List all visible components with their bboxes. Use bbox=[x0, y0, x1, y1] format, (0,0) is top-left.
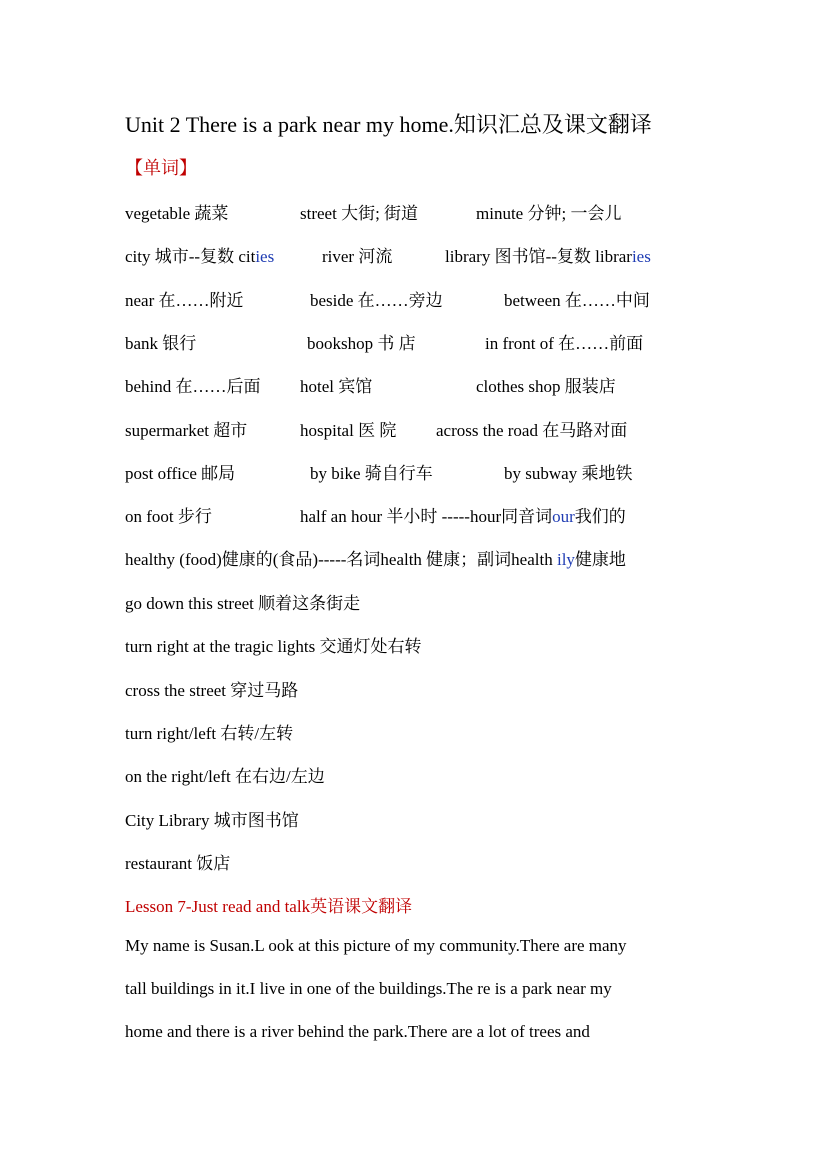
homophone-word: our bbox=[552, 507, 575, 526]
vocab-item: hospital 医 院 bbox=[300, 421, 397, 440]
vocab-row bbox=[0, 329, 827, 355]
vocab-item: by bike 骑自行车 bbox=[310, 464, 433, 483]
vocab-row bbox=[0, 242, 827, 268]
vocab-item: supermarket 超市 bbox=[125, 421, 248, 440]
phrase-item: go down this street 顺着这条街走 bbox=[125, 594, 361, 613]
vocab-item: post office 邮局 bbox=[125, 464, 236, 483]
lesson-text-line: My name is Susan.L ook at this picture of my community.There are many bbox=[125, 936, 627, 955]
vocab-item: clothes shop 服装店 bbox=[476, 377, 616, 396]
vocab-item bbox=[125, 545, 626, 570]
phrase-item: City Library 城市图书馆 bbox=[125, 811, 299, 830]
vocab-item: by subway 乘地铁 bbox=[504, 464, 633, 483]
vocab-item: vegetable 蔬菜 bbox=[125, 204, 229, 223]
vocab-heading: 【单词】 bbox=[125, 158, 197, 178]
lesson-heading-cn: 英语课文翻译 bbox=[310, 897, 413, 916]
vocab-item: bank 银行 bbox=[125, 334, 197, 353]
vocab-text: 健康地 bbox=[574, 550, 626, 569]
vocab-row bbox=[0, 199, 827, 225]
vocab-item: between 在……中间 bbox=[504, 291, 650, 310]
vocab-item: across the road 在马路对面 bbox=[436, 421, 628, 440]
vocab-item bbox=[300, 502, 626, 527]
phrase-row bbox=[0, 806, 827, 832]
phrase-row bbox=[0, 632, 827, 658]
phrase-row bbox=[0, 589, 827, 615]
vocab-item: beside 在……旁边 bbox=[310, 291, 443, 310]
vocab-row bbox=[0, 545, 827, 571]
vocab-row bbox=[0, 372, 827, 398]
lesson-text-line: tall buildings in it.I live in one of the buildings.The re is a park near my bbox=[125, 979, 612, 998]
vocab-item: on foot 步行 bbox=[125, 507, 212, 526]
vocab-item: in front of 在……前面 bbox=[485, 334, 644, 353]
phrase-item: on the right/left 在右边/左边 bbox=[125, 767, 325, 786]
phrase-row bbox=[0, 849, 827, 875]
phrase-item: cross the street 穿过马路 bbox=[125, 681, 299, 700]
lesson-text-line: home and there is a river behind the park.There are a lot of trees and bbox=[125, 1022, 590, 1041]
vocab-text: healthy (food)健康的(食品)-----名词health 健康；副词health bbox=[125, 550, 557, 569]
vocab-row bbox=[0, 459, 827, 485]
lesson-heading-en: Lesson 7-Just read and talk bbox=[125, 897, 311, 916]
phrase-row bbox=[0, 719, 827, 745]
vocab-text: half an hour 半小时 -----hour同音词 bbox=[300, 507, 553, 526]
vocab-item bbox=[125, 242, 274, 267]
phrase-item: restaurant 饭店 bbox=[125, 854, 231, 873]
phrase-item: turn right at the tragic lights 交通灯处右转 bbox=[125, 637, 422, 656]
vocab-item: street 大街; 街道 bbox=[300, 204, 419, 223]
vocab-text: 我们的 bbox=[574, 507, 626, 526]
vocab-item: river 河流 bbox=[322, 247, 393, 266]
vocab-row bbox=[0, 286, 827, 312]
phrase-row bbox=[0, 762, 827, 788]
lesson-heading bbox=[125, 892, 412, 917]
document-title: Unit 2 There is a park near my home.知识汇总及课文翻译 bbox=[125, 112, 652, 137]
vocab-row bbox=[0, 416, 827, 442]
vocab-item: near 在……附近 bbox=[125, 291, 244, 310]
plural-suffix: ies bbox=[255, 247, 275, 266]
vocab-row bbox=[0, 502, 827, 528]
phrase-row bbox=[0, 676, 827, 702]
vocab-item: behind 在……后面 bbox=[125, 377, 261, 396]
vocab-item: minute 分钟; 一会儿 bbox=[476, 204, 622, 223]
vocab-text: library 图书馆--复数 librar bbox=[445, 247, 632, 266]
plural-suffix: ies bbox=[631, 247, 651, 266]
adverb-suffix: ily bbox=[556, 550, 575, 569]
vocab-item: bookshop 书 店 bbox=[307, 334, 416, 353]
phrase-item: turn right/left 右转/左转 bbox=[125, 724, 294, 743]
vocab-text: city 城市--复数 cit bbox=[125, 247, 256, 266]
vocab-item bbox=[445, 242, 651, 267]
vocab-item: hotel 宾馆 bbox=[300, 377, 373, 396]
